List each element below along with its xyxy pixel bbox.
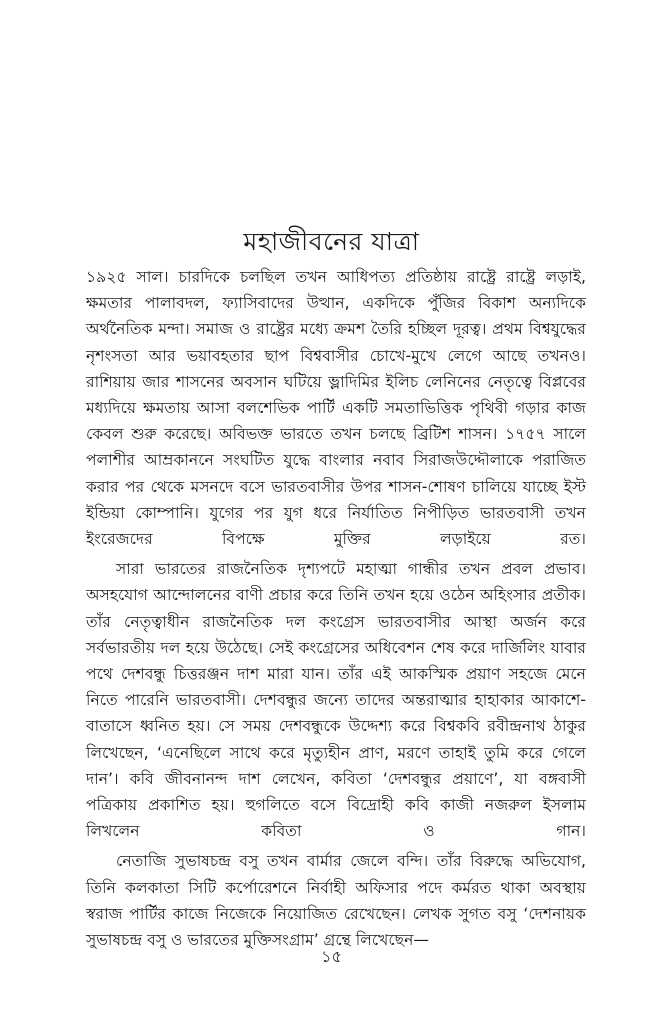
paragraph-3: নেতাজি সুভাষচন্দ্র বসু তখন বার্মার জেলে বন্দি। তাঁর বিরুদ্ধে অভিযোগ, তিনি কলকাতা সিটি কর্পোরেশনে নির্বাহী অফিসার পদে কর্মরত থাকা অবস্থায় স্বরাজ পার্টির কাজে নিজেকে নিয়োজিত রেখেছেন। লেখক সুগত বসু ‘দেশনায়ক সুভাষচন্দ্র বসু ও ভারতের মুক্তিসংগ্রাম’ গ্রন্থে লিখেছেন—: [86, 852, 586, 950]
chapter-title: মহাজীবনের যাত্রা: [243, 227, 420, 256]
paragraph-1: ১৯২৫ সাল। চারদিকে চলছিল তখন আধিপত্য প্রতিষ্ঠায় রাষ্ট্রে রাষ্ট্রে লড়াই, ক্ষমতার পালাবদল, ফ্যাসিবাদের উত্থান, একদিকে পুঁজির বিকাশ অন্যদিকে অর্থনৈতিক মন্দা। সমাজ ও রাষ্ট্রের মধ্যে ক্রমশ তৈরি হচ্ছিল দূরত্ব। প্রথম বিশ্বযুদ্ধের নৃশংসতা আর ভয়াবহতার ছাপ বিশ্ববাসীর চোখে-মুখে লেগে আছে তখনও। রাশিয়ায় জার শাসনের অবসান ঘটিয়ে ভ্লাদিমির ইলিচ লেনিনের নেতৃত্বে বিপ্লবের মধ্যদিয়ে ক্ষমতায় আসা বলশেভিক পার্টি একটি সমতাভিত্তিক পৃথিবী গড়ার কাজ কেবল শুরু করেছে। অবিভক্ত ভারতে তখন চলছে ব্রিটিশ শাসন। ১৭৫৭ সালে পলাশীর আম্রকাননে সংঘটিত যুদ্ধে বাংলার নবাব সিরাজউদ্দৌলাকে পরাজিত করার পর থেকে মসনদে বসে ভারতবাসীর উপর শাসন-শোষণ চালিয়ে যাচ্ছে ইস্ট ইন্ডিয়া কোম্পানি। যুগের পর যুগ ধরে নির্যাতিত নিপীড়িত ভারতবাসী তখন ইংরেজদের বিপক্ষে মুক্তির লড়াইয়ে রত।: [86, 268, 586, 549]
paragraph-2: সারা ভারতের রাজনৈতিক দৃশ্যপটে মহাত্মা গান্ধীর তখন প্রবল প্রভাব। অসহযোগ আন্দোলনের বাণী প্রচার করে তিনি তখন হয়ে ওঠেন অহিংসার প্রতীক। তাঁর নেতৃত্বাধীন রাজনৈতিক দল কংগ্রেস ভারতবাসীর আস্থা অর্জন করে সর্বভারতীয় দল হয়ে উঠেছে। সেই কংগ্রেসের অধিবেশন শেষ করে দার্জিলিং যাবার পথে দেশবন্ধু চিত্তরঞ্জন দাশ মারা যান। তাঁর এই আকস্মিক প্রয়াণ সহজে মেনে নিতে পারেনি ভারতবাসী। দেশবন্ধুর জন্যে তাদের অন্তরাত্মার হাহাকার আকাশে-বাতাসে ধ্বনিত হয়। সে সময় দেশবন্ধুকে উদ্দেশ্য করে বিশ্বকবি রবীন্দ্রনাথ ঠাকুর লিখেছেন, ‘এনেছিলে সাথে করে মৃত্যুহীন প্রাণ, মরণে তাহাই তুমি করে গেলে দান’। কবি জীবনানন্দ দাশ লেখেন, কবিতা ‘দেশবন্ধুর প্রয়াণে’, যা বঙ্গবাসী পত্রিকায় প্রকাশিত হয়। হুগলিতে বসে বিদ্রোহী কবি কাজী নজরুল ইসলাম লিখলেন কবিতা ও গান।: [86, 560, 586, 841]
page-number: ১৫: [321, 947, 342, 966]
body-text: [86, 264, 586, 953]
